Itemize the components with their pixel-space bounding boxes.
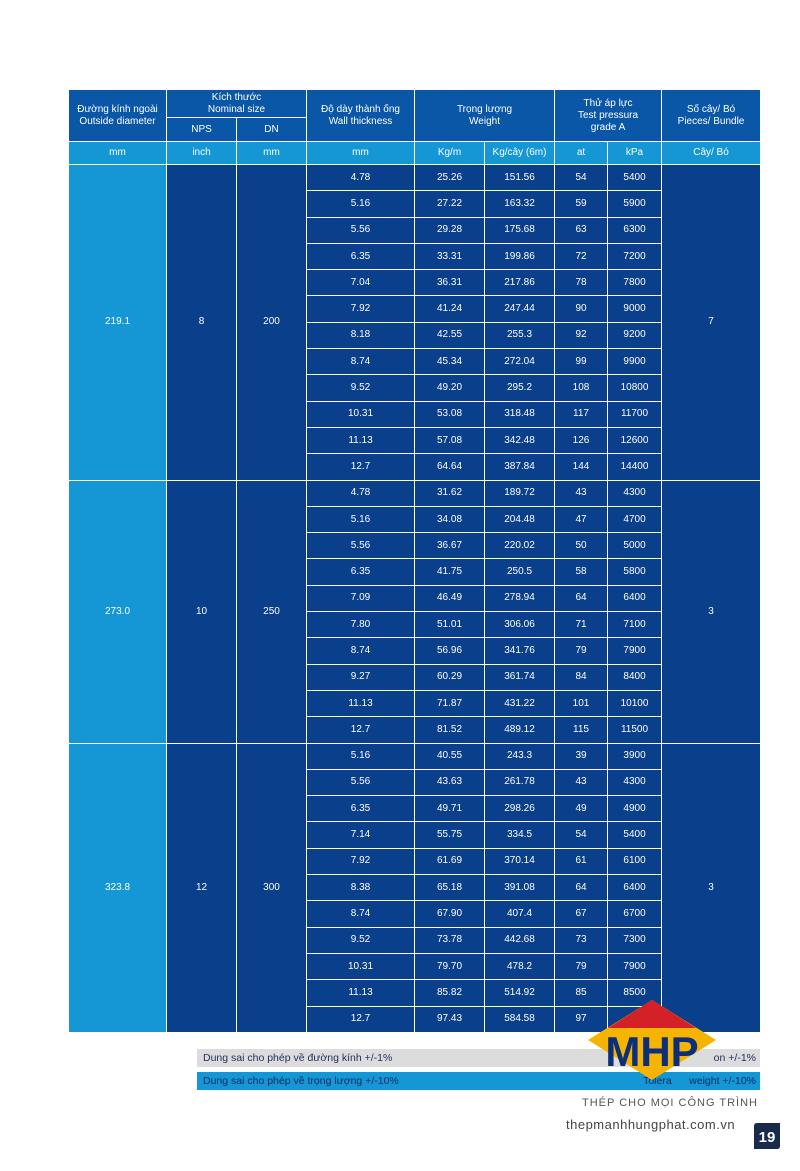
weight-kg-per-piece-cell: 334.5 xyxy=(485,822,555,848)
weight-kgm-cell: 49.71 xyxy=(415,796,485,822)
pressure-at-cell: 59 xyxy=(555,191,608,217)
wall-thickness-cell: 6.35 xyxy=(307,559,415,585)
wall-thickness-cell: 4.78 xyxy=(307,480,415,506)
table-row xyxy=(69,165,761,191)
pressure-at-cell: 99 xyxy=(555,349,608,375)
wall-thickness-cell: 11.13 xyxy=(307,980,415,1006)
wall-thickness-cell: 10.31 xyxy=(307,401,415,427)
table-body xyxy=(69,165,761,1033)
weight-kg-per-piece-cell: 298.26 xyxy=(485,796,555,822)
wall-thickness-cell: 8.38 xyxy=(307,875,415,901)
pressure-kpa-cell: 9200 xyxy=(608,322,662,348)
wall-thickness-cell: 10.31 xyxy=(307,953,415,979)
weight-kg-per-piece-cell: 204.48 xyxy=(485,506,555,532)
weight-kg-per-piece-cell: 261.78 xyxy=(485,769,555,795)
mhp-logo xyxy=(588,1000,716,1090)
weight-kgm-cell: 57.08 xyxy=(415,427,485,453)
pressure-kpa-cell: 5900 xyxy=(608,191,662,217)
weight-kg-per-piece-cell: 189.72 xyxy=(485,480,555,506)
pressure-kpa-cell: 12600 xyxy=(608,427,662,453)
pressure-kpa-cell: 7800 xyxy=(608,270,662,296)
wall-thickness-cell: 5.56 xyxy=(307,217,415,243)
dn-cell: 300 xyxy=(237,743,307,1032)
pressure-kpa-cell: 5400 xyxy=(608,822,662,848)
wall-thickness-cell: 5.56 xyxy=(307,533,415,559)
wall-thickness-cell: 9.52 xyxy=(307,927,415,953)
pressure-at-cell: 64 xyxy=(555,875,608,901)
slogan: THÉP CHO MỌI CÔNG TRÌNH xyxy=(582,1097,758,1109)
weight-kgm-cell: 67.90 xyxy=(415,901,485,927)
pressure-at-cell: 39 xyxy=(555,743,608,769)
weight-kg-per-piece-cell: 243.3 xyxy=(485,743,555,769)
nps-cell: 12 xyxy=(167,743,237,1032)
pressure-at-cell: 85 xyxy=(555,980,608,1006)
weight-kgm-cell: 53.08 xyxy=(415,401,485,427)
weight-kg-per-piece-cell: 278.94 xyxy=(485,585,555,611)
pressure-kpa-cell: 11700 xyxy=(608,401,662,427)
wall-thickness-cell: 9.52 xyxy=(307,375,415,401)
pieces-per-bundle-cell: 7 xyxy=(662,165,761,481)
pressure-at-cell: 47 xyxy=(555,506,608,532)
weight-kg-per-piece-cell: 387.84 xyxy=(485,454,555,480)
weight-kg-per-piece-cell: 151.56 xyxy=(485,165,555,191)
header-wall-thickness: Độ dày thành ống Wall thickness xyxy=(307,90,415,142)
weight-kgm-cell: 51.01 xyxy=(415,612,485,638)
weight-kg-per-piece-cell: 220.02 xyxy=(485,533,555,559)
pressure-at-cell: 78 xyxy=(555,270,608,296)
pieces-per-bundle-cell: 3 xyxy=(662,743,761,1032)
weight-kg-per-piece-cell: 341.76 xyxy=(485,638,555,664)
header-nps: NPS xyxy=(167,118,237,142)
pressure-at-cell: 73 xyxy=(555,927,608,953)
dn-cell: 200 xyxy=(237,165,307,481)
pressure-at-cell: 101 xyxy=(555,690,608,716)
unit-cell: kPa xyxy=(608,142,662,165)
wall-thickness-cell: 5.56 xyxy=(307,769,415,795)
pressure-kpa-cell: 4700 xyxy=(608,506,662,532)
weight-kgm-cell: 27.22 xyxy=(415,191,485,217)
header-outside-diameter: Đường kính ngoài Outside diameter xyxy=(69,90,167,142)
header-test-pressure: Thử áp lực Test pressura grade A xyxy=(555,90,662,142)
wall-thickness-cell: 11.13 xyxy=(307,427,415,453)
pressure-at-cell: 117 xyxy=(555,401,608,427)
pressure-at-cell: 61 xyxy=(555,848,608,874)
weight-kg-per-piece-cell: 584.58 xyxy=(485,1006,555,1032)
weight-kgm-cell: 40.55 xyxy=(415,743,485,769)
weight-kgm-cell: 46.49 xyxy=(415,585,485,611)
wall-thickness-cell: 7.92 xyxy=(307,848,415,874)
weight-kg-per-piece-cell: 407.4 xyxy=(485,901,555,927)
pressure-at-cell: 84 xyxy=(555,664,608,690)
weight-kgm-cell: 97.43 xyxy=(415,1006,485,1032)
weight-kg-per-piece-cell: 255.3 xyxy=(485,322,555,348)
logo-text: MHP xyxy=(605,1028,699,1075)
weight-kg-per-piece-cell: 247.44 xyxy=(485,296,555,322)
outside-diameter-cell: 219.1 xyxy=(69,165,167,481)
header-pieces-bundle: Số cây/ Bó Pieces/ Bundle xyxy=(662,90,761,142)
wall-thickness-cell: 9.27 xyxy=(307,664,415,690)
weight-kgm-cell: 85.82 xyxy=(415,980,485,1006)
wall-thickness-cell: 8.74 xyxy=(307,638,415,664)
wall-thickness-cell: 5.16 xyxy=(307,743,415,769)
wall-thickness-cell: 5.16 xyxy=(307,506,415,532)
weight-kgm-cell: 42.55 xyxy=(415,322,485,348)
weight-kg-per-piece-cell: 175.68 xyxy=(485,217,555,243)
wall-thickness-cell: 7.14 xyxy=(307,822,415,848)
wall-thickness-cell: 8.18 xyxy=(307,322,415,348)
unit-cell: inch xyxy=(167,142,237,165)
pressure-kpa-cell: 6100 xyxy=(608,848,662,874)
weight-kgm-cell: 36.67 xyxy=(415,533,485,559)
unit-cell: mm xyxy=(237,142,307,165)
weight-kgm-cell: 45.34 xyxy=(415,349,485,375)
pressure-kpa-cell: 6300 xyxy=(608,217,662,243)
wall-thickness-cell: 7.04 xyxy=(307,270,415,296)
pressure-kpa-cell: 10800 xyxy=(608,375,662,401)
unit-cell: Cây/ Bó xyxy=(662,142,761,165)
weight-kgm-cell: 64.64 xyxy=(415,454,485,480)
weight-kg-per-piece-cell: 478.2 xyxy=(485,953,555,979)
weight-kgm-cell: 55.75 xyxy=(415,822,485,848)
wall-thickness-cell: 6.35 xyxy=(307,796,415,822)
header-nominal-size: Kích thước Nominal size xyxy=(167,90,307,118)
pressure-at-cell: 64 xyxy=(555,585,608,611)
weight-kg-per-piece-cell: 272.04 xyxy=(485,349,555,375)
pressure-at-cell: 50 xyxy=(555,533,608,559)
weight-kg-per-piece-cell: 431.22 xyxy=(485,690,555,716)
pressure-at-cell: 79 xyxy=(555,638,608,664)
weight-kg-per-piece-cell: 199.86 xyxy=(485,243,555,269)
unit-cell: Kg/cây (6m) xyxy=(485,142,555,165)
weight-kg-per-piece-cell: 217.86 xyxy=(485,270,555,296)
dn-cell: 250 xyxy=(237,480,307,743)
pressure-at-cell: 43 xyxy=(555,480,608,506)
pressure-kpa-cell: 4900 xyxy=(608,796,662,822)
weight-kgm-cell: 79.70 xyxy=(415,953,485,979)
page-number-badge xyxy=(754,1123,780,1149)
weight-kg-per-piece-cell: 514.92 xyxy=(485,980,555,1006)
pressure-at-cell: 54 xyxy=(555,165,608,191)
wall-thickness-cell: 7.80 xyxy=(307,612,415,638)
weight-kg-per-piece-cell: 361.74 xyxy=(485,664,555,690)
pressure-kpa-cell: 8500 xyxy=(608,980,662,1006)
pressure-kpa-cell: 5000 xyxy=(608,533,662,559)
weight-kgm-cell: 49.20 xyxy=(415,375,485,401)
pressure-at-cell: 79 xyxy=(555,953,608,979)
weight-kgm-cell: 43.63 xyxy=(415,769,485,795)
weight-kg-per-piece-cell: 370.14 xyxy=(485,848,555,874)
weight-kgm-cell: 29.28 xyxy=(415,217,485,243)
weight-kg-per-piece-cell: 318.48 xyxy=(485,401,555,427)
weight-kgm-cell: 31.62 xyxy=(415,480,485,506)
diameter-tolerance-en: on +/-1% xyxy=(713,1052,756,1064)
wall-thickness-cell: 6.35 xyxy=(307,243,415,269)
pressure-at-cell: 49 xyxy=(555,796,608,822)
pressure-at-cell: 71 xyxy=(555,612,608,638)
outside-diameter-cell: 273.0 xyxy=(69,480,167,743)
pressure-at-cell: 54 xyxy=(555,822,608,848)
pressure-at-cell: 67 xyxy=(555,901,608,927)
pressure-kpa-cell: 9900 xyxy=(608,349,662,375)
pressure-at-cell: 144 xyxy=(555,454,608,480)
weight-kg-per-piece-cell: 250.5 xyxy=(485,559,555,585)
weight-kg-per-piece-cell: 342.48 xyxy=(485,427,555,453)
wall-thickness-cell: 8.74 xyxy=(307,901,415,927)
wall-thickness-cell: 8.74 xyxy=(307,349,415,375)
weight-kgm-cell: 71.87 xyxy=(415,690,485,716)
weight-kgm-cell: 36.31 xyxy=(415,270,485,296)
weight-kg-per-piece-cell: 163.32 xyxy=(485,191,555,217)
weight-kg-per-piece-cell: 489.12 xyxy=(485,717,555,743)
unit-cell: Kg/m xyxy=(415,142,485,165)
weight-kg-per-piece-cell: 391.08 xyxy=(485,875,555,901)
units-row xyxy=(69,142,761,165)
outside-diameter-cell: 323.8 xyxy=(69,743,167,1032)
unit-cell: mm xyxy=(307,142,415,165)
pressure-kpa-cell: 11500 xyxy=(608,717,662,743)
weight-kg-per-piece-cell: 442.68 xyxy=(485,927,555,953)
weight-kgm-cell: 41.75 xyxy=(415,559,485,585)
header-weight: Trọng lượng Weight xyxy=(415,90,555,142)
weight-kgm-cell: 34.08 xyxy=(415,506,485,532)
weight-kgm-cell: 56.96 xyxy=(415,638,485,664)
weight-kgm-cell: 65.18 xyxy=(415,875,485,901)
pressure-kpa-cell: 3900 xyxy=(608,743,662,769)
table-row xyxy=(69,743,761,769)
weight-kgm-cell: 60.29 xyxy=(415,664,485,690)
weight-kg-per-piece-cell: 306.06 xyxy=(485,612,555,638)
pressure-at-cell: 115 xyxy=(555,717,608,743)
nps-cell: 8 xyxy=(167,165,237,481)
header-dn: DN xyxy=(237,118,307,142)
pressure-kpa-cell: 7900 xyxy=(608,953,662,979)
table-row xyxy=(69,480,761,506)
page-number: 19 xyxy=(758,1129,776,1146)
wall-thickness-cell: 12.7 xyxy=(307,1006,415,1032)
pressure-at-cell: 43 xyxy=(555,769,608,795)
pressure-kpa-cell: 7200 xyxy=(608,243,662,269)
pressure-at-cell: 97 xyxy=(555,1006,608,1032)
weight-tolerance-vi: Dung sai cho phép về trọng lượng +/-10% xyxy=(203,1075,399,1087)
wall-thickness-cell: 12.7 xyxy=(307,717,415,743)
website-link[interactable]: thepmanhhungphat.com.vn xyxy=(566,1117,736,1132)
pressure-kpa-cell: 6400 xyxy=(608,875,662,901)
pressure-at-cell: 63 xyxy=(555,217,608,243)
pressure-at-cell: 92 xyxy=(555,322,608,348)
weight-kgm-cell: 73.78 xyxy=(415,927,485,953)
pressure-kpa-cell: 4300 xyxy=(608,480,662,506)
pipe-spec-table xyxy=(68,89,761,1033)
pressure-kpa-cell: 9000 xyxy=(608,296,662,322)
weight-kgm-cell: 61.69 xyxy=(415,848,485,874)
wall-thickness-cell: 11.13 xyxy=(307,690,415,716)
weight-kgm-cell: 25.26 xyxy=(415,165,485,191)
pressure-at-cell: 108 xyxy=(555,375,608,401)
wall-thickness-cell: 5.16 xyxy=(307,191,415,217)
weight-tolerance-en: Tolera weight +/-10% xyxy=(643,1075,756,1087)
wall-thickness-cell: 7.92 xyxy=(307,296,415,322)
pressure-kpa-cell: 8400 xyxy=(608,664,662,690)
pressure-kpa-cell: 6400 xyxy=(608,585,662,611)
pressure-kpa-cell: 5400 xyxy=(608,165,662,191)
pressure-kpa-cell: 6700 xyxy=(608,901,662,927)
unit-cell: at xyxy=(555,142,608,165)
wall-thickness-cell: 7.09 xyxy=(307,585,415,611)
pressure-kpa-cell: 7100 xyxy=(608,612,662,638)
nps-cell: 10 xyxy=(167,480,237,743)
wall-thickness-cell: 12.7 xyxy=(307,454,415,480)
pressure-at-cell: 126 xyxy=(555,427,608,453)
pressure-kpa-cell: 7300 xyxy=(608,927,662,953)
unit-cell: mm xyxy=(69,142,167,165)
pressure-at-cell: 72 xyxy=(555,243,608,269)
pressure-at-cell: 90 xyxy=(555,296,608,322)
pieces-per-bundle-cell: 3 xyxy=(662,480,761,743)
weight-kg-per-piece-cell: 295.2 xyxy=(485,375,555,401)
pressure-at-cell: 58 xyxy=(555,559,608,585)
weight-kgm-cell: 41.24 xyxy=(415,296,485,322)
pressure-kpa-cell: 10100 xyxy=(608,690,662,716)
weight-kgm-cell: 33.31 xyxy=(415,243,485,269)
pressure-kpa-cell: 14400 xyxy=(608,454,662,480)
wall-thickness-cell: 4.78 xyxy=(307,165,415,191)
pressure-kpa-cell: 7900 xyxy=(608,638,662,664)
diameter-tolerance-vi: Dung sai cho phép về đường kính +/-1% xyxy=(203,1052,393,1064)
weight-kgm-cell: 81.52 xyxy=(415,717,485,743)
pressure-kpa-cell: 5800 xyxy=(608,559,662,585)
pressure-kpa-cell: 4300 xyxy=(608,769,662,795)
